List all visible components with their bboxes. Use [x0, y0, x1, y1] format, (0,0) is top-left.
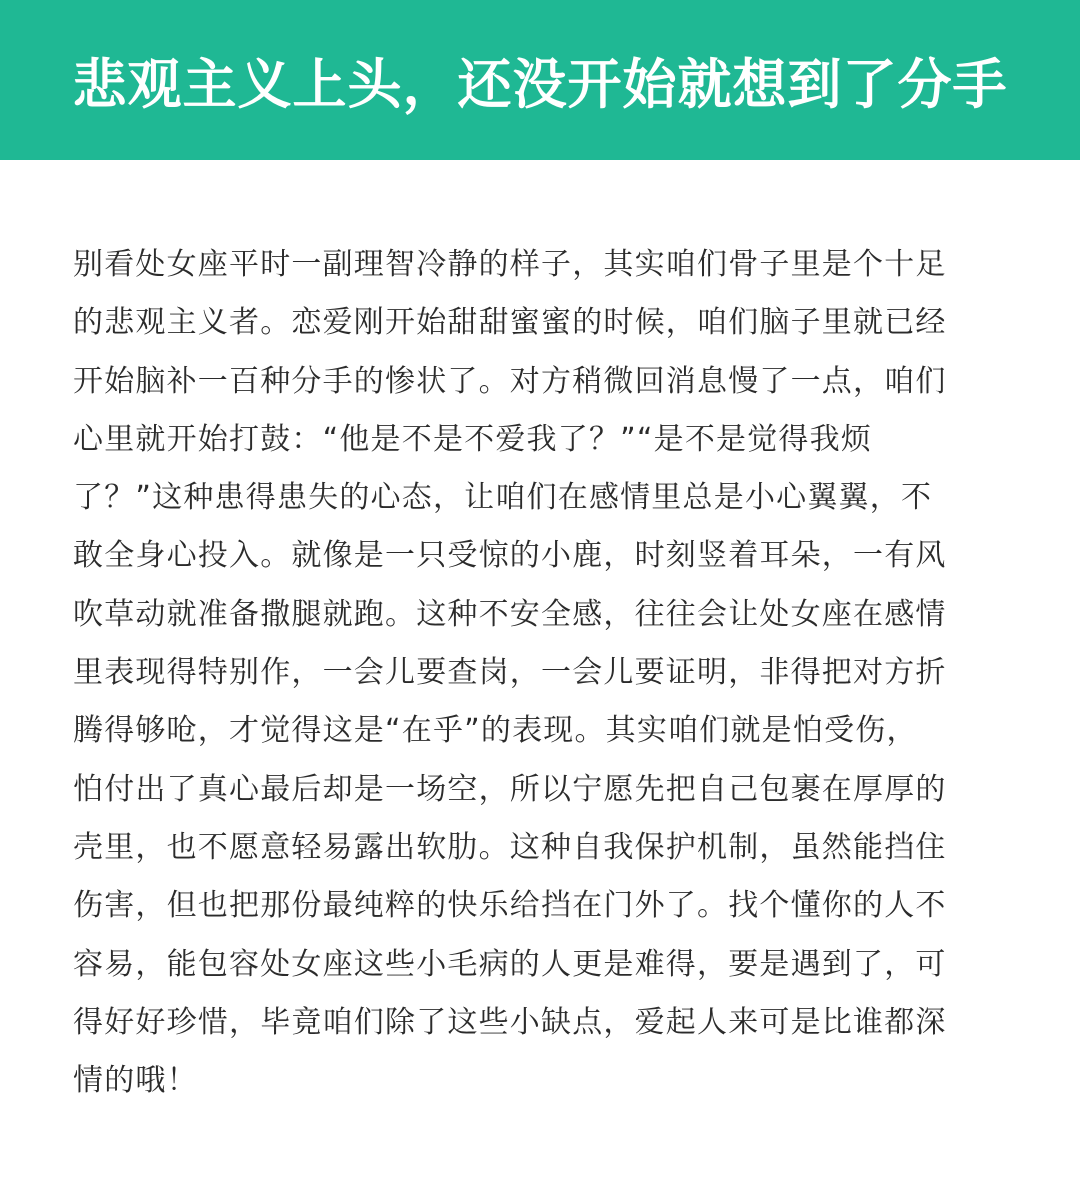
article-line: 腾得够呛，才觉得这是“在乎”的表现。其实咱们就是怕受伤， — [73, 713, 918, 749]
article-line: 的悲观主义者。恋爱刚开始甜甜蜜蜜的时候，咱们脑子里就已经 — [73, 305, 947, 341]
article-line: 容易，能包容处女座这些小毛病的人更是难得，要是遇到了，可 — [73, 946, 947, 982]
article-line: 吹草动就准备撒腿就跑。这种不安全感，往往会让处女座在感情 — [73, 596, 947, 632]
article-line: 怕付出了真心最后却是一场空，所以宁愿先把自己包裹在厚厚的 — [73, 771, 947, 807]
title-banner — [0, 0, 1080, 160]
article-line: 里表现得特别作，一会儿要查岗，一会儿要证明，非得把对方折 — [73, 655, 947, 691]
article-body — [73, 236, 1008, 1110]
article-line: 心里就开始打鼓：“他是不是不爱我了？”“是不是觉得我烦 — [73, 421, 873, 457]
article-line: 得好好珍惜，毕竟咱们除了这些小缺点，爱起人来可是比谁都深 — [73, 1004, 947, 1040]
article-line: 敢全身心投入。就像是一只受惊的小鹿，时刻竖着耳朵，一有风 — [73, 538, 947, 574]
article-line: 了？”这种患得患失的心态，让咱们在感情里总是小心翼翼，不 — [73, 480, 933, 516]
article-line: 开始脑补一百种分手的惨状了。对方稍微回消息慢了一点，咱们 — [73, 363, 947, 399]
article-line: 伤害，但也把那份最纯粹的快乐给挡在门外了。找个懂你的人不 — [73, 888, 947, 924]
article-line: 壳里，也不愿意轻易露出软肋。这种自我保护机制，虽然能挡住 — [73, 829, 947, 865]
page-title: 悲观主义上头，还没开始就想到了分手 — [72, 52, 1008, 116]
article-line: 情的哦！ — [73, 1063, 198, 1099]
article-line: 别看处女座平时一副理智冷静的样子，其实咱们骨子里是个十足 — [73, 247, 947, 282]
